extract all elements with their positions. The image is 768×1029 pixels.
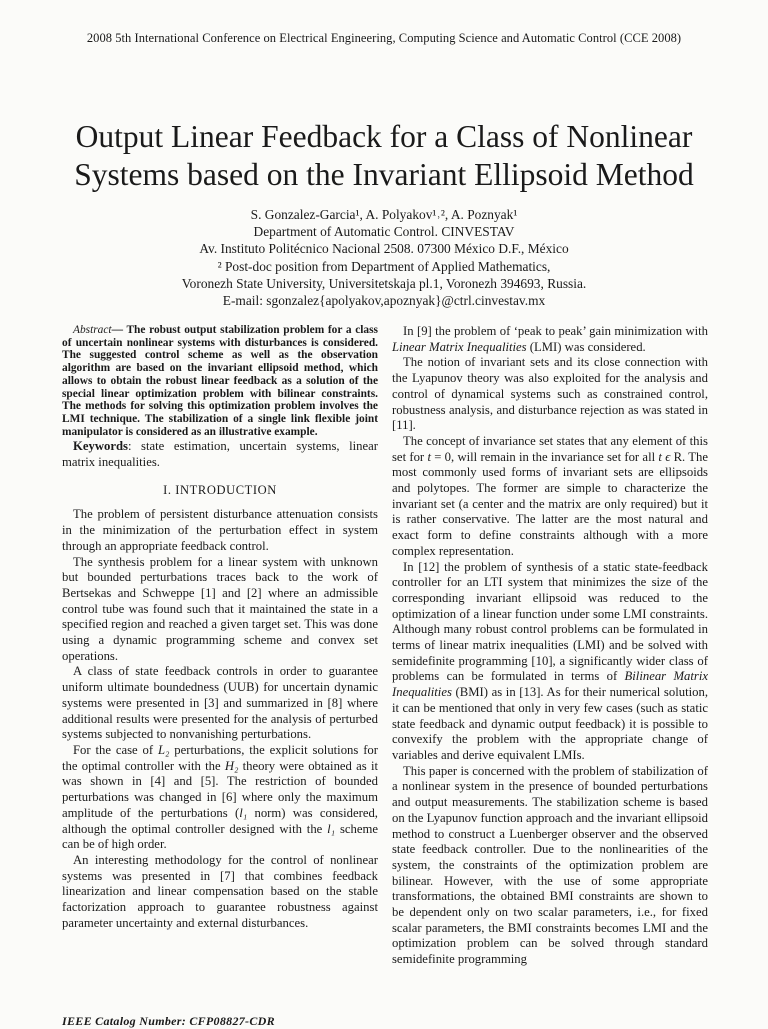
- text-run: perturbations, the explicit solutions for the optimal controller with the: [62, 742, 378, 773]
- text-run: In [12] the problem of synthesis of a static state-feedback controller for an LTI system that minimizes the size of the corresponding invariant ellipsoid was reduced to the optimization of a linear function under some LMI constraints. Although many robust control problems can be formulated in terms of linear matrix inequalities (LMI) and be solved with semidefinite programming [10], a significantly wider class of problems can be formulated in terms of: [392, 559, 708, 684]
- italic-run: Bilinear Matrix Inequalities: [392, 669, 708, 700]
- abstract: [62, 324, 378, 438]
- right-paragraph-2: The notion of invariant sets and its close connection with the Lyapunov theory was also exploited for the analysis and control of dynamical systems such as constrained control, robustness analysis, and disturbance rejection as was stated in [11].: [392, 355, 708, 433]
- intro-paragraph-3: A class of state feedback controls in order to guarantee uniform ultimate boundedness (UUB) for uncertain dynamic systems were presented in [3] and summarized in [8] where additional results were presented for the analysis of perturbed systems subjected to nonvanishing perturbations.: [62, 664, 378, 742]
- intro-paragraph-4: [62, 743, 378, 853]
- math-run: H₂: [224, 758, 239, 773]
- math-run: t ϵ: [658, 449, 671, 464]
- text-run: For the case of: [73, 742, 158, 757]
- conference-header: 2008 5th International Conference on Electrical Engineering, Computing Science and Automatic Control (CCE 2008): [86, 31, 682, 45]
- author-department: Department of Automatic Control. CINVESTAV: [253, 224, 515, 240]
- right-paragraph-4: [392, 560, 708, 764]
- keywords-text: : state estimation, uncertain systems, linear matrix inequalities.: [62, 439, 378, 470]
- text-run: scheme can be of high order.: [62, 821, 378, 852]
- right-paragraph-1: [392, 324, 708, 355]
- title-line-1: Output Linear Feedback for a Class of Nonlinear: [75, 119, 693, 154]
- text-run: = 0, will remain in the invariance set for all: [430, 449, 659, 464]
- text-run: (BMI) as in [13]. As for their numerical solution, it can be mentioned that only in very few cases (such as static state feedback and dynamic output feedback) it is possible to convexify the problem with the appropriate change of variables and derive equivalent LMIs.: [392, 685, 708, 762]
- keywords: [62, 439, 378, 470]
- math-run: t: [427, 449, 431, 464]
- left-column: [62, 324, 378, 931]
- author-block: [0, 206, 768, 309]
- right-column: [392, 324, 708, 968]
- italic-run: Linear Matrix Inequalities: [392, 339, 527, 354]
- text-run: norm) was considered, although the optimal controller designed with the: [62, 805, 378, 836]
- author-names: S. Gonzalez-Garcia¹, A. Polyakov¹˒², A. Poznyak¹: [250, 207, 518, 222]
- author-postdoc-note: ² Post-doc position from Department of Applied Mathematics,: [217, 258, 551, 274]
- math-run: L₂: [157, 742, 170, 757]
- abstract-label: Abstract: [73, 324, 112, 336]
- text-run: R. The most commonly used forms of invariant sets are ellipsoids and polytopes. The former are simple to characterize the invariant set (a center and the matrix are only required) but it is rather conservative. The latter are the most natural and exact form to define constraints although with a more complex representation.: [392, 449, 708, 558]
- intro-paragraph-1: The problem of persistent disturbance attenuation consists in the minimization of the perturbation effect in system through an appropriate feedback control.: [62, 507, 378, 553]
- title-line-2: Systems based on the Invariant Ellipsoid Method: [74, 157, 694, 192]
- text-run: In [9] the problem of ‘peak to peak’ gain minimization with: [403, 324, 708, 338]
- author-university: Voronezh State University, Universitetskaja pl.1, Voronezh 394693, Russia.: [181, 275, 587, 291]
- author-address: Av. Instituto Politécnico Nacional 2508. 07300 México D.F., México: [199, 241, 569, 257]
- text-run: theory were obtained as it was shown in [4] and [5]. The restriction of bounded perturbations was changed in [6] where only the maximum amplitude of the perturbations (: [62, 758, 378, 820]
- intro-paragraph-2: The synthesis problem for a linear system with unknown but bounded perturbations traces back to the work of Bertsekas and Schweppe [1] and [2] where an admissible control tube was found such that it maintained the state in a specified region and reached a given target set. This was done using a dynamic programming scheme and convex set operations.: [62, 554, 378, 663]
- section-heading-introduction: I. INTRODUCTION: [163, 482, 277, 497]
- text-run: The concept of invariance set states that any element of this set for: [392, 433, 708, 464]
- paper-title: [20, 118, 748, 194]
- author-email: E-mail: sgonzalez{apolyakov,apoznyak}@ctrl.cinvestav.mx: [222, 293, 546, 309]
- math-run: l₁: [239, 805, 248, 820]
- abstract-text: — The robust output stabilization problem for a class of uncertain nonlinear systems with disturbances is considered. The suggested control scheme as well as the observation algorithm are based on the invariant ellipsoid method, which allows to obtain the robust linear feedback as a solution of the special linear optimization problem with bilinear constraints. The methods for solving this optimization problem involves the LMI technique. The stabilization of a single link flexible joint manipulator is considered as an illustrative example.: [62, 324, 378, 438]
- right-paragraph-5: This paper is concerned with the problem of stabilization of a nonlinear system in the presence of bounded perturbations and output measurements. The stabilization scheme is based on the Lyapunov function approach and the invariant ellipsoid method to construct a Luenberger observer and the observed state feedback controller. Due to the nonlinearities of the system, the constraints of the optimization problem are bilinear. However, with the use of some appropriate transformations, the obtained BMI constraints are shown to be dependent only on two scalar parameters, i.e., for fixed scalar parameters, the BMI constraints becomes LMI and the optimization problem can be solved through standard semidefinite programming: [392, 763, 708, 967]
- intro-paragraph-5: An interesting methodology for the control of nonlinear systems was presented in [7] that combines feedback linearization and linear compensation based on the stable factorization approach to guarantee robustness against parameter uncertainty and external disturbances.: [62, 852, 378, 930]
- catalog-footer: IEEE Catalog Number: CFP08827-CDR: [62, 1014, 275, 1028]
- keywords-label: Keywords: [73, 439, 128, 454]
- right-paragraph-3: [392, 434, 708, 560]
- math-run: l₁: [327, 821, 336, 836]
- text-run: (LMI) was considered.: [526, 339, 646, 354]
